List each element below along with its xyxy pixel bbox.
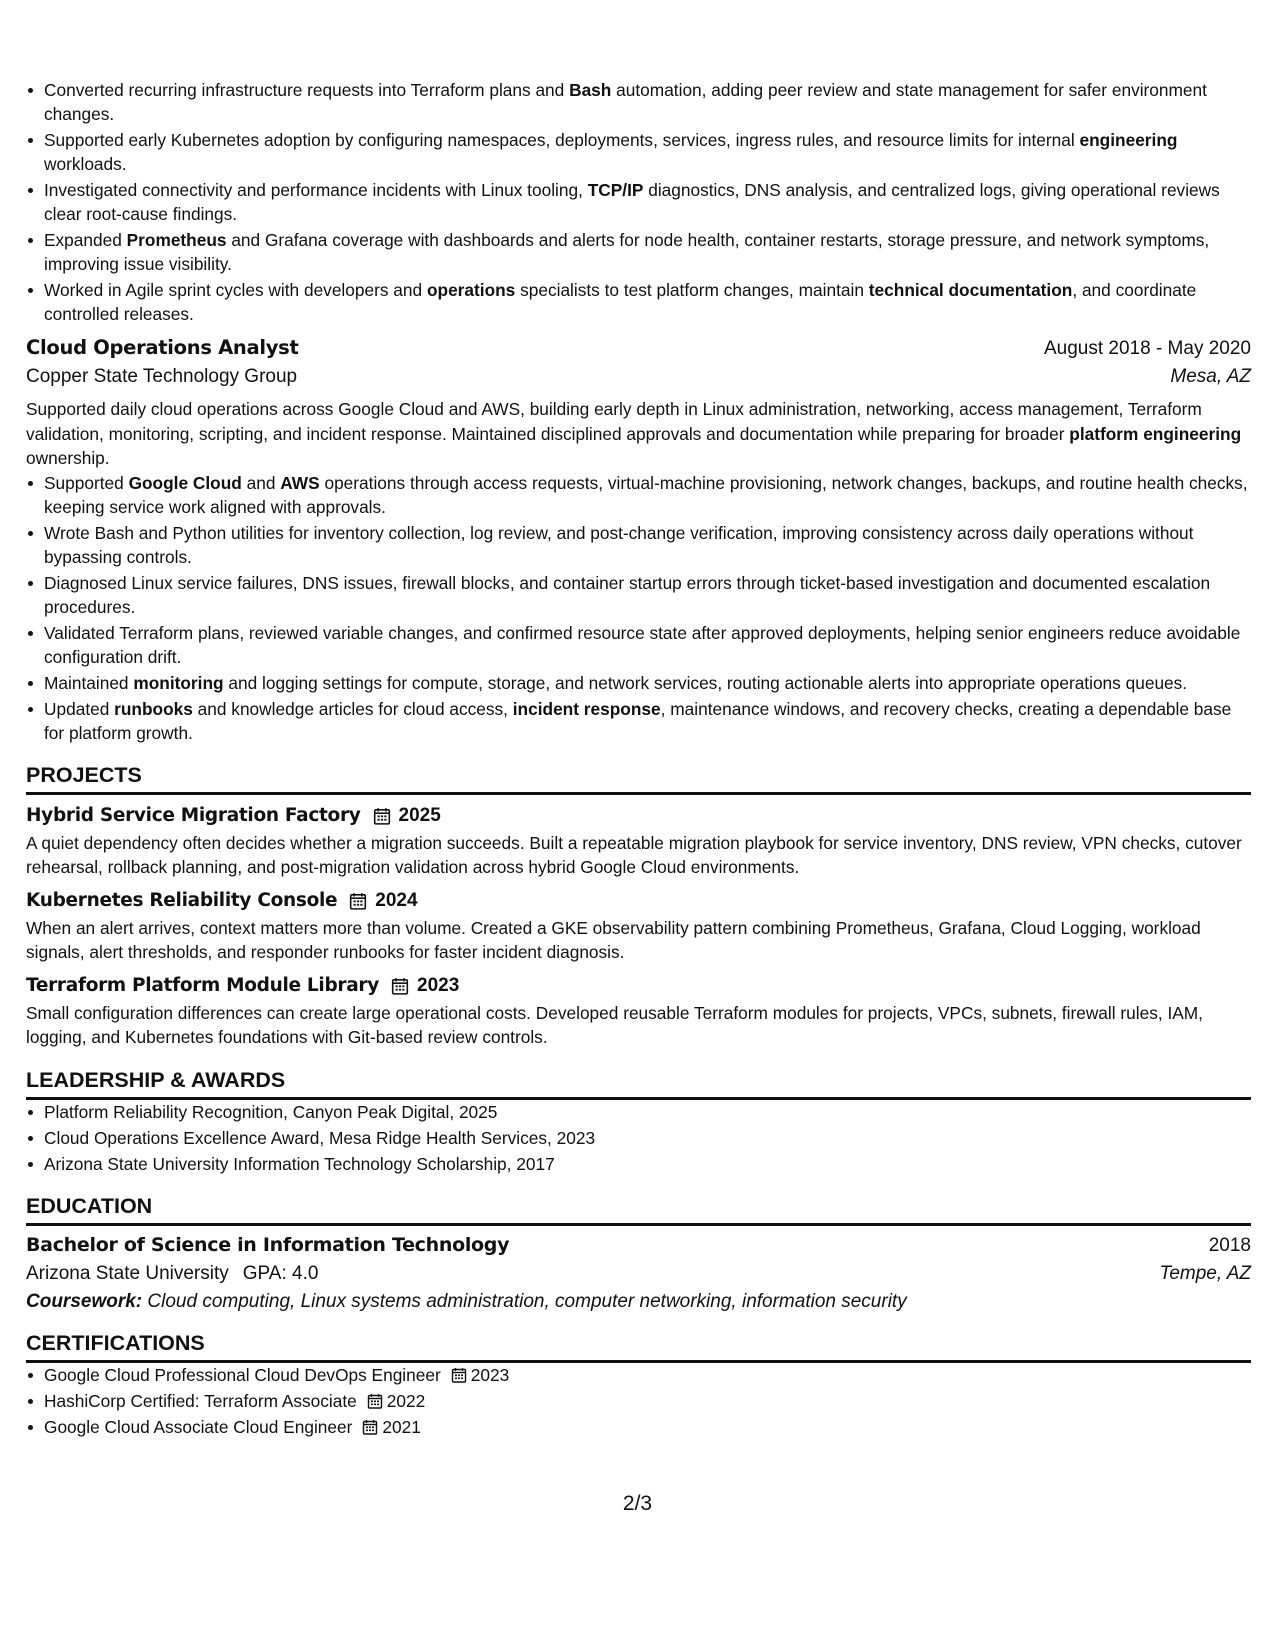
text-run: and knowledge articles for cloud access, [192, 698, 513, 719]
calendar-icon [349, 892, 367, 910]
bold-text: platform engineering [1069, 423, 1242, 444]
certification-name: HashiCorp Certified: Terraform Associate [44, 1390, 357, 1411]
project-title: Kubernetes Reliability Console [26, 890, 338, 911]
calendar-icon [451, 1367, 467, 1383]
calendar-icon [362, 1419, 378, 1435]
degree-title: Bachelor of Science in Information Technology [26, 1233, 510, 1256]
job-dates: August 2018 - May 2020 [1043, 338, 1251, 359]
job-bullets [26, 471, 1251, 745]
list-item [26, 621, 1251, 669]
project-header [26, 890, 1251, 912]
award-item: Arizona State University Information Technology Scholarship, 2017 [26, 1152, 1251, 1176]
project-year: 2025 [398, 804, 441, 826]
list-item [26, 521, 1251, 569]
text-run: and logging settings for compute, storage, and network services, routing actionable alerts into appropriate operations queues. [223, 672, 1188, 693]
text-run: Investigated connectivity and performance incidents with Linux tooling, [44, 180, 588, 200]
bold-text: AWS [280, 472, 320, 493]
list-item [26, 278, 1251, 326]
education-header [26, 1234, 1251, 1257]
text-run: Diagnosed Linux service failures, DNS issues, firewall blocks, and container startup errors through ticket-based investigation and documented escalation procedures. [44, 572, 1211, 617]
coursework-label: Coursework: [26, 1290, 143, 1312]
job-subheader [26, 366, 1251, 388]
calendar-icon [373, 807, 391, 825]
projects-list [26, 805, 1251, 1050]
project-year: 2024 [375, 889, 418, 911]
coursework-list: Cloud computing, Linux systems administration, computer networking, information security [147, 1290, 907, 1312]
text-run: operations through access requests, virtual-machine provisioning, network changes, backups, and routine health checks, keeping service work aligned with approvals. [44, 472, 1248, 517]
education-subheader [26, 1263, 1251, 1285]
project-header [26, 805, 1251, 827]
text-run: Updated [44, 698, 115, 719]
certification-year: 2021 [382, 1416, 421, 1437]
list-item [26, 78, 1251, 126]
project-item [26, 975, 1251, 1050]
bold-text: monitoring [133, 672, 224, 693]
text-run: specialists to test platform changes, maintain [515, 280, 869, 300]
page-number: 2/3 [622, 1492, 653, 1515]
resume-content [26, 78, 1251, 1439]
text-run: and [241, 472, 281, 493]
certification-year: 2022 [386, 1390, 426, 1411]
job-location: Mesa, AZ [1170, 366, 1251, 387]
text-run: ownership. [26, 448, 110, 468]
text-run: Supported [44, 472, 129, 493]
text-run: , and coordinate controlled releases. [44, 280, 1197, 324]
text-run: Expanded [44, 230, 127, 250]
project-description: A quiet dependency often decides whether a migration succeeds. Built a repeatable migration playbook for service inventory, DNS review, VPN checks, cutover rehearsal, rollback planning, and post-migration validation across hybrid Google Cloud environments. [26, 832, 1242, 877]
projects-heading: PROJECTS [26, 763, 1251, 795]
project-header [26, 975, 1251, 997]
project-title: Hybrid Service Migration Factory [26, 805, 361, 826]
certification-name: Google Cloud Associate Cloud Engineer [44, 1416, 353, 1437]
award-item: Cloud Operations Excellence Award, Mesa Ridge Health Services, 2023 [26, 1126, 1251, 1150]
text-run: Wrote Bash and Python utilities for inventory collection, log review, and post-change verification, improving consistency across daily operations without bypassing controls. [44, 522, 1194, 567]
coursework [26, 1291, 1251, 1313]
certifications-list [26, 1363, 1251, 1439]
text-run: Worked in Agile sprint cycles with developers and [44, 280, 427, 300]
list-item [26, 697, 1251, 745]
bold-text: operations [426, 280, 516, 300]
certifications-heading: CERTIFICATIONS [26, 1331, 1251, 1363]
certification-name: Google Cloud Professional Cloud DevOps Engineer [44, 1364, 441, 1385]
award-item: Platform Reliability Recognition, Canyon Peak Digital, 2025 [26, 1100, 1251, 1124]
text-run: Validated Terraform plans, reviewed variable changes, and confirmed resource state after approved deployments, helping senior engineers reduce avoidable configuration drift. [44, 622, 1241, 667]
text-run: Maintained [44, 672, 134, 693]
bold-text: runbooks [114, 698, 193, 719]
school-name: Arizona State University [26, 1262, 229, 1284]
job-header [26, 336, 1251, 360]
project-description: When an alert arrives, context matters more than volume. Created a GKE observability pattern combining Prometheus, Grafana, Cloud Logging, workload signals, alert thresholds, and responder runbooks for faster incident diagnosis. [26, 917, 1201, 962]
graduation-year: 2018 [1208, 1234, 1251, 1256]
calendar-icon [367, 1393, 383, 1409]
school-info [26, 1263, 318, 1285]
list-item [26, 178, 1251, 226]
text-run: automation, adding peer review and state management for safer environment changes. [44, 80, 1207, 124]
list-item [26, 228, 1251, 276]
bold-text: TCP/IP [587, 180, 644, 200]
job-title: Cloud Operations Analyst [26, 336, 299, 359]
calendar-icon [391, 977, 409, 995]
text-run: Supported early Kubernetes adoption by configuring namespaces, deployments, services, ingress rules, and resource limits for internal [44, 130, 1080, 150]
certification-item [26, 1363, 1251, 1387]
bold-text: Bash [569, 80, 612, 100]
text-run: Converted recurring infrastructure requests into Terraform plans and [44, 80, 570, 100]
project-item [26, 890, 1251, 965]
text-run: workloads. [44, 154, 127, 174]
gpa: GPA: 4.0 [242, 1262, 319, 1284]
education-heading: EDUCATION [26, 1194, 1251, 1226]
previous-job-bullets [26, 78, 1251, 326]
awards-heading: LEADERSHIP & AWARDS [26, 1068, 1251, 1100]
job-company: Copper State Technology Group [26, 366, 298, 387]
text-run: Supported daily cloud operations across Google Cloud and AWS, building early depth in Linux administration, networking, access management, Terraform validation, monitoring, scripting, and incident response. Maintained disciplined approvals and documentation while preparing for broader [26, 399, 1202, 444]
certification-year: 2023 [470, 1364, 510, 1385]
project-item [26, 805, 1251, 880]
text-run: diagnostics, DNS analysis, and centralized logs, giving operational reviews clear root-cause findings. [44, 180, 1220, 224]
bold-text: engineering [1079, 130, 1178, 150]
bold-text: Prometheus [126, 230, 227, 250]
list-item [26, 671, 1251, 695]
job-summary [26, 397, 1251, 471]
project-description: Small configuration differences can create large operational costs. Developed reusable Terraform modules for projects, VPCs, subnets, firewall rules, IAM, logging, and Kubernetes foundations with Git-based review controls. [26, 1002, 1203, 1047]
school-location: Tempe, AZ [1159, 1262, 1251, 1284]
awards-list [26, 1100, 1251, 1176]
list-item [26, 571, 1251, 619]
project-title: Terraform Platform Module Library [26, 975, 379, 996]
certification-item [26, 1389, 1251, 1413]
list-item [26, 471, 1251, 519]
text-run: , maintenance windows, and recovery checks, creating a dependable base for platform growth. [44, 698, 1232, 743]
bold-text: incident response [512, 698, 661, 719]
list-item [26, 128, 1251, 176]
project-year: 2023 [417, 974, 460, 996]
text-run: and Grafana coverage with dashboards and alerts for node health, container restarts, storage pressure, and network symptoms, improving issue visibility. [44, 230, 1210, 274]
bold-text: technical documentation [868, 280, 1073, 300]
certification-item [26, 1415, 1251, 1439]
bold-text: Google Cloud [128, 472, 242, 493]
